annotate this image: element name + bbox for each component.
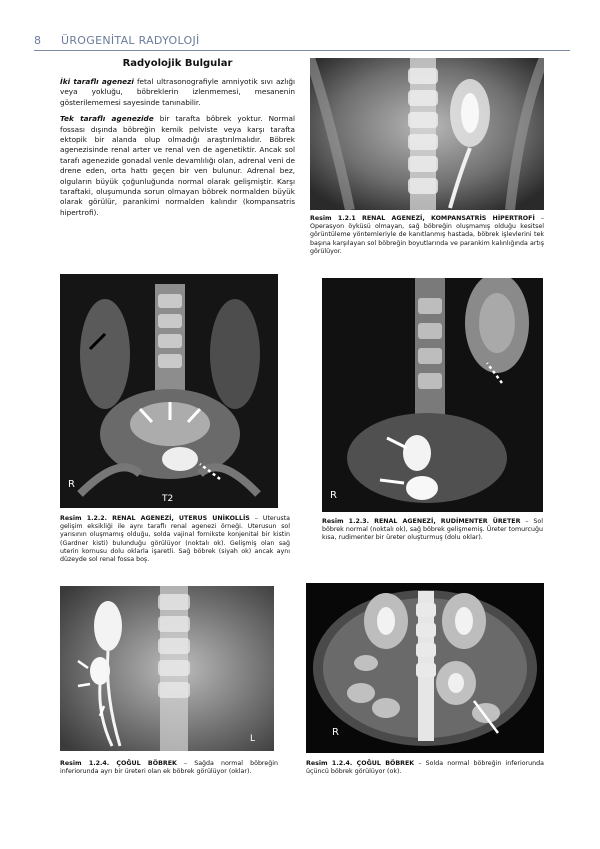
page-header: [34, 34, 570, 48]
section-heading: Radyolojik Bulgular: [122, 58, 233, 69]
figure-5-ct: [306, 583, 544, 753]
text-column: [60, 58, 295, 224]
figure-4-urogram: [60, 586, 274, 751]
figure-3-label-r: R: [330, 490, 337, 501]
figure-2-label-t2: T2: [162, 494, 174, 504]
figure-3-caption-title: Resim 1.2.3. RENAL AGENEZİ, RUDİMENTER ÜRETER: [322, 518, 521, 525]
chapter-title: ÜROGENİTAL RADYOLOJİ: [61, 34, 200, 47]
figure-1-caption-text: – Operasyon öyküsü olmayan, sağ böbreğin oluşmamış olduğu kesitsel görüntüleme yöntemleriyle de kanıtlanmış hastada, böbrek işlevlerini tek başına karşılayan sol böbreğin boyutlarında ve parankim kalınlığında artış görülüyor.: [310, 215, 544, 255]
figure-5-caption-text: – Solda normal böbreğin inferiorunda üçüncü böbrek görülüyor (ok).: [306, 760, 544, 776]
para1-lead: İki taraflı agenezi: [60, 77, 134, 86]
figure-5-label-r: R: [332, 727, 339, 738]
figure-2-caption-text: – Uterusta gelişim eksikliği ile aynı taraflı renal agenezi örneği. Uterusun sol yarısının oluşmamış olduğu, solda vajinal fornikste konjenital bir kistin (Gardner kisti) bulunduğu görülüyor (noktalı ok). Gelişmiş olan sağ uterin kornusu dolu oklarla işaretli. Sağ böbrek (siyah ok) ancak aynı düzeyde sol renal fossa boş.: [60, 515, 290, 564]
paragraph-unilateral: [60, 114, 295, 218]
figure-3-caption: [322, 518, 543, 543]
figure-2-caption: [60, 515, 290, 564]
figure-5-caption-title: Resim 1.2.4. ÇOĞUL BÖBREK: [306, 760, 415, 767]
figure-5-caption: [306, 760, 544, 776]
paragraph-bilateral: [60, 77, 295, 108]
figure-3-mri: [322, 278, 543, 512]
figure-4-caption-text: – Sağda normal böbreğin inferiorunda ayrı bir üreteri olan ek böbrek görülüyor (oklar).: [60, 760, 278, 776]
header-rule: [34, 50, 570, 51]
figure-4-label-l: L: [250, 734, 256, 744]
figure-1-caption-title: Resim 1.2.1 RENAL AGENEZİ, KOMPANSATRİS HİPERTROFİ: [310, 215, 535, 222]
figure-2-caption-title: Resim 1.2.2. RENAL AGENEZİ, UTERUS UNİKOLLİS: [60, 515, 250, 522]
para2-body: bir tarafta böbrek yoktur. Normal fossası dışında böbreğin kemik pelviste veya karşı tarafta ektopik bir alanda olup olmadığı araştırılmalıdır. Böbrek agenezisinde renal arter ve renal ven de agenetiktir. Ancak sol tarafı agenezide gonadal venle devamlılığı olan, adrenal veni de drene eden, orta hattı geçen bir ven bulunur. Adrenal bez, olguların büyük çoğunluğunda normal olarak gelişmiştir. Karşı taraftaki, oluşumunda sorun olmayan böbrek normalden büyük olarak görülür, parankimi normalden kalındır (kompansatris hipertrofi).: [60, 114, 295, 217]
figure-4-caption-title: Resim 1.2.4. ÇOĞUL BÖBREK: [60, 760, 177, 767]
figure-4-caption: [60, 760, 278, 776]
figure-1-caption: [310, 215, 544, 256]
page-number: 8: [34, 34, 41, 47]
figure-2-mri: [60, 274, 278, 508]
figure-3-caption-text: – Sol böbrek normal (noktalı ok), sağ böbrek gelişmemiş. Üreter tomurcuğu kısa, rudimenter bir üreter oluşturmuş (dolu oklar).: [322, 518, 543, 542]
para2-lead: Tek taraflı agenezide: [60, 114, 154, 124]
figure-2-label-r: R: [68, 479, 75, 490]
para1-body: fetal ultrasonografiyle amniyotik sıvı azlığı veya yokluğu, böbreklerin izlenmemesi, mesanenin gösterilememesi sayesinde tanınabilir.: [60, 77, 295, 107]
figure-1-xray: [310, 58, 544, 210]
